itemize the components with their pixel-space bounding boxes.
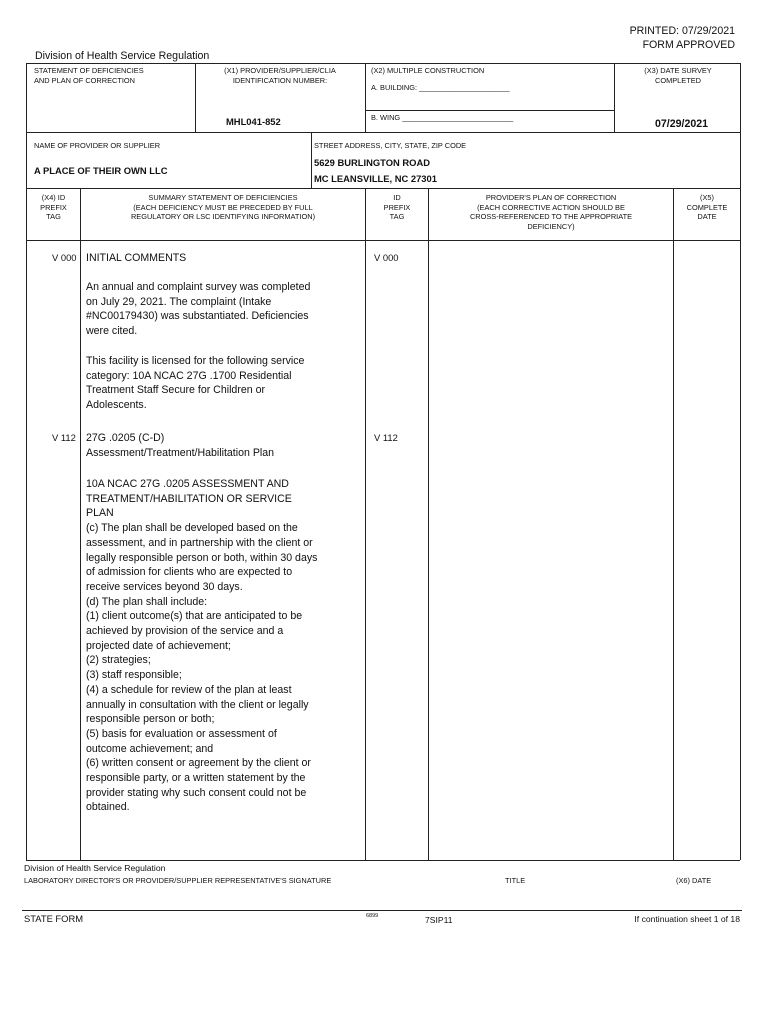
- provider-id: MHL041-852: [226, 116, 281, 127]
- x3-label: (X3) DATE SURVEY COMPLETED: [644, 66, 712, 85]
- statement-label: STATEMENT OF DEFICIENCIES AND PLAN OF CORRECTION: [34, 66, 144, 85]
- entry-id-tag: V 000: [374, 252, 399, 263]
- agency-title: Division of Health Service Regulation: [35, 50, 210, 62]
- survey-date: 07/29/2021: [655, 118, 709, 130]
- city-state-zip: MC LEANSVILLE, NC 27301: [314, 173, 437, 184]
- provider-name-label: NAME OF PROVIDER OR SUPPLIER: [34, 141, 161, 150]
- entry-heading: INITIAL COMMENTS: [86, 252, 187, 264]
- x6-date-label: (X6) DATE: [676, 876, 712, 885]
- summary-header: SUMMARY STATEMENT OF DEFICIENCIES (EACH DEFICIENCY MUST BE PRECEDED BY FULL REGULATORY OR LSC IDENTIFYING INFORMATION): [130, 193, 316, 222]
- entry-paragraph: An annual and complaint survey was completed on July 29, 2021. The complaint (Intake #NC00179430) was substantiated. Deficiencies were cited.: [86, 281, 311, 338]
- continuation-sheet: If continuation sheet 1 of 18: [634, 914, 740, 924]
- signature-label: LABORATORY DIRECTOR'S OR PROVIDER/SUPPLIER REPRESENTATIVE'S SIGNATURE: [24, 876, 332, 885]
- provider-name: A PLACE OF THEIR OWN LLC: [34, 165, 168, 176]
- entry-tag: V 112: [52, 432, 76, 443]
- entry-paragraph: 10A NCAC 27G .0205 ASSESSMENT AND TREATMENT/HABILITATION OR SERVICE PLAN (c) The plan shall be developed based on the assessment, and in partnership with the client or legally responsible person or both, within 30 days of admission for clients who are expected to receive services beyond 30 days. (d) The plan shall include: (1) client outcome(s) that are anticipated to be achieved by provision of the service and a projected date of achievement; (2) strategies; (3) staff responsible; (4) a schedule for review of the plan at least annually in consultation with the client or legally responsible person or both; (5) basis for evaluation or assessment of outcome achievement; and (6) written consent or agreement by the client or responsible party, or a written statement by the provider stating why such consent could not be obtained.: [86, 478, 318, 814]
- address-label: STREET ADDRESS, CITY, STATE, ZIP CODE: [314, 141, 467, 150]
- footer-agency: Division of Health Service Regulation: [24, 863, 166, 873]
- state-form-label: STATE FORM: [24, 913, 84, 924]
- x4-header: (X4) ID PREFIX TAG: [40, 193, 67, 222]
- street-address: 5629 BURLINGTON ROAD: [314, 157, 430, 168]
- x1-label: (X1) PROVIDER/SUPPLIER/CLIA IDENTIFICATION NUMBER:: [224, 66, 336, 85]
- x5-header: (X5) COMPLETE DATE: [686, 193, 728, 222]
- title-label: TITLE: [505, 876, 526, 885]
- printed-date: PRINTED: 07/29/2021: [629, 25, 735, 37]
- entry-id-tag: V 112: [374, 432, 398, 443]
- x2-label: (X2) MULTIPLE CONSTRUCTION: [371, 66, 485, 75]
- entry-tag: V 000: [52, 252, 77, 263]
- form-approved: FORM APPROVED: [642, 39, 735, 51]
- form-number: 6899: [366, 913, 379, 919]
- entry-heading: 27G .0205 (C-D) Assessment/Treatment/Habilitation Plan: [86, 432, 275, 459]
- entry-paragraph: This facility is licensed for the following service category: 10A NCAC 27G .1700 Residential Treatment Staff Secure for Children or Adolescents.: [86, 355, 305, 412]
- plan-header: PROVIDER'S PLAN OF CORRECTION (EACH CORRECTIVE ACTION SHOULD BE CROSS-REFERENCED TO THE APPROPRIATE DEFICIENCY): [469, 193, 633, 231]
- sheet-code: 7SIP11: [425, 915, 453, 925]
- building-field: A. BUILDING: ______________________: [371, 83, 510, 92]
- id-header: ID PREFIX TAG: [383, 193, 411, 222]
- wing-field: B. WING ___________________________: [371, 113, 514, 122]
